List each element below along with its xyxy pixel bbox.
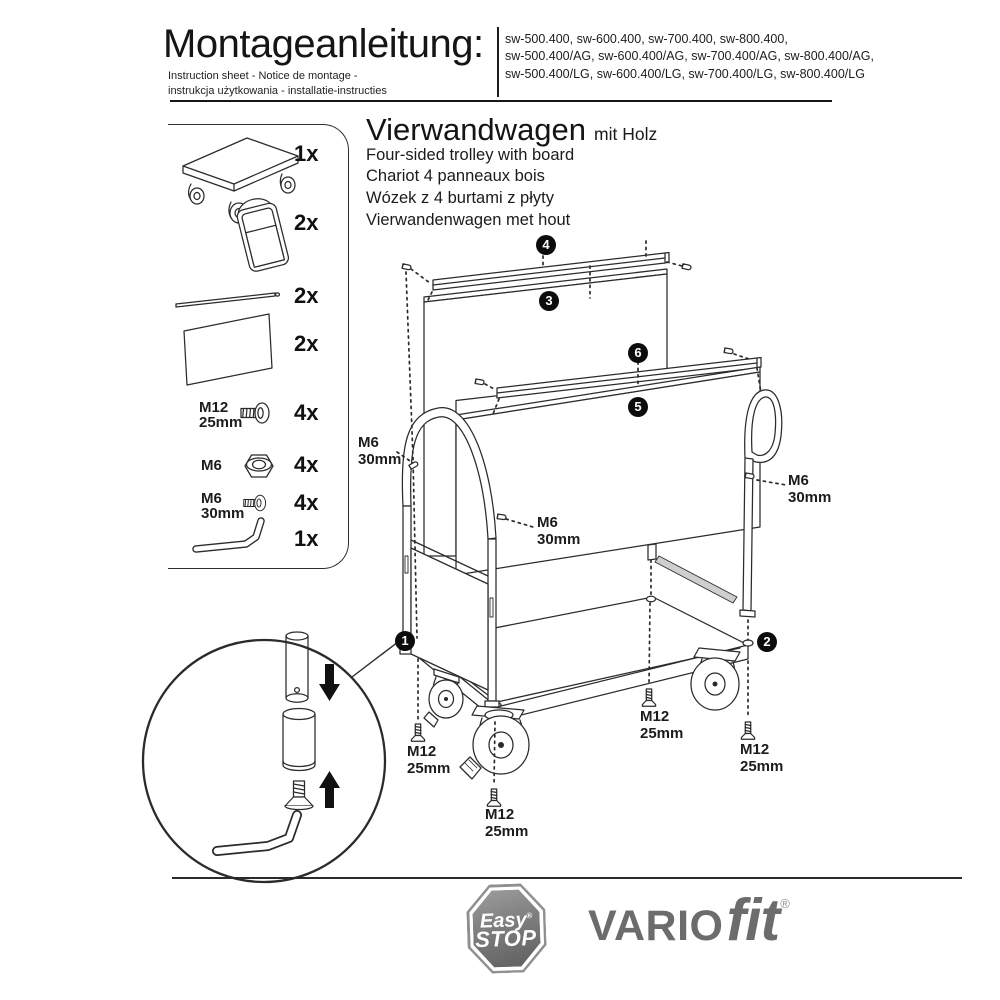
label-screw-m6 — [201, 491, 244, 521]
label-line: M12 — [485, 806, 515, 823]
model-line: sw-500.400/LG, sw-600.400/LG, sw-700.400/LG, sw-800.400/LG — [505, 66, 865, 81]
variofit-logo — [588, 886, 790, 958]
label-line: M6 — [537, 514, 558, 531]
qty-side-panel: 2x — [294, 210, 319, 235]
label-m6-left — [358, 434, 401, 468]
easy-stop-line1: Easy® — [479, 908, 533, 933]
detail-circle — [143, 632, 398, 882]
label-m12-center — [640, 708, 683, 742]
model-number-list — [505, 31, 874, 83]
label-line: 30mm — [201, 505, 245, 522]
registered-mark: ® — [526, 910, 533, 920]
label-m12-right — [740, 741, 783, 775]
easy-stop-line2: STOP — [474, 925, 538, 953]
label-line: M6 — [788, 472, 809, 489]
callout-4: 4 — [536, 235, 556, 255]
callout-5: 5 — [628, 397, 648, 417]
subtitle-line-2: instrukcja użytkowania - installatie-instructies — [168, 85, 387, 97]
label-line: 30mm — [788, 489, 832, 506]
header-divider-horizontal — [170, 100, 832, 102]
label-line: 25mm — [485, 823, 529, 840]
label-m12-front — [485, 806, 528, 840]
qty-screw-m6: 4x — [294, 490, 319, 515]
label-nut-m6 — [201, 458, 222, 473]
header-divider-vertical — [497, 27, 499, 97]
label-line: 30mm — [537, 531, 581, 548]
easy-stop-text — [465, 883, 547, 975]
qty-screw-m12: 4x — [294, 400, 319, 425]
label-line: M12 — [740, 741, 770, 758]
label-screw-m12 — [199, 400, 242, 430]
label-line: M12 — [199, 399, 229, 416]
qty-nut-m6: 4x — [294, 452, 319, 477]
easy-stop-logo — [465, 883, 547, 975]
trolley-front-board — [456, 367, 760, 603]
variofit-bold-text: VARIO — [588, 902, 724, 950]
product-name-nl: Vierwandenwagen met hout — [366, 211, 571, 229]
product-title-main: Vierwandwagen — [366, 112, 587, 147]
qty-rod: 2x — [294, 283, 319, 308]
qty-base-trolley: 1x — [294, 141, 319, 166]
model-line: sw-500.400, sw-600.400, sw-700.400, sw-800.400, — [505, 32, 788, 46]
product-name-en: Four-sided trolley with board — [366, 146, 575, 164]
callout-6: 6 — [628, 343, 648, 363]
label-line: 25mm — [740, 758, 784, 775]
label-line: 25mm — [640, 725, 684, 742]
qty-board: 2x — [294, 331, 319, 356]
parts-list-box — [168, 124, 349, 569]
product-name-pl: Wózek z 4 burtami z płyty — [366, 189, 554, 207]
variofit-italic-text: fit — [726, 887, 780, 953]
label-line: M12 — [640, 708, 670, 725]
label-m12-left — [407, 743, 450, 777]
label-line: 25mm — [407, 760, 451, 777]
product-name-fr: Chariot 4 panneaux bois — [366, 167, 545, 185]
qty-allen-key: 1x — [294, 526, 319, 551]
label-m6-right — [788, 472, 831, 506]
callout-2: 2 — [757, 632, 777, 652]
label-line: 25mm — [199, 414, 243, 431]
caster-rear-left — [424, 669, 463, 727]
callout-3: 3 — [539, 291, 559, 311]
label-line: 30mm — [358, 451, 402, 468]
trolley-right-handle — [740, 390, 782, 617]
model-line: sw-500.400/AG, sw-600.400/AG, sw-700.400/AG, sw-800.400/AG, — [505, 49, 874, 64]
label-line: M6 — [358, 434, 379, 451]
label-line: M12 — [407, 743, 437, 760]
callout-1: 1 — [395, 631, 415, 651]
label-line: M6 — [201, 490, 222, 507]
variofit-registered-mark: ® — [780, 896, 790, 911]
label-line: M6 — [201, 457, 222, 474]
product-title — [366, 112, 657, 148]
caster-right — [691, 648, 740, 710]
product-title-suffix: mit Holz — [594, 124, 658, 144]
footer-divider — [172, 877, 962, 879]
subtitle-line-1: Instruction sheet - Notice de montage - — [168, 70, 358, 82]
label-m6-middle — [537, 514, 580, 548]
page-title: Montageanleitung: — [163, 22, 484, 66]
